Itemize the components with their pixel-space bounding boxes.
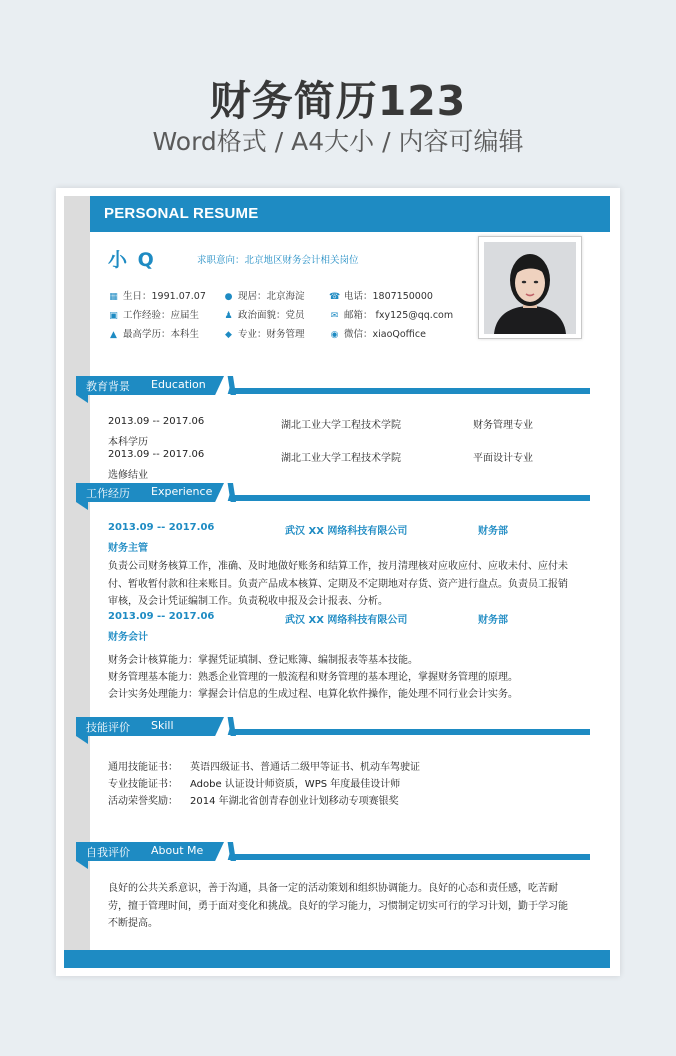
edu-1-degree: 本科学历 xyxy=(108,437,148,448)
info-phone-text: 电话：1807150000 xyxy=(344,291,433,302)
section-title-cn: 工作经历 xyxy=(86,487,130,500)
mortarboard-icon: ◆ xyxy=(225,330,232,340)
about-text: 良好的公共关系意识，善于沟通，具备一定的活动策划和组织协调能力。良好的心态和责任感，吃苦耐劳，擅于管理时间，勇于面对变化和挑战。良好的学习能力，习惯制定切实可行的学习计划，勤于学习能不断提高。 xyxy=(108,883,568,929)
work-2-line-3: 会计实务处理能力：掌握会计信息的生成过程、电算化软件操作，能处理不同行业会计实务。 xyxy=(108,689,518,700)
section-title-en: Education xyxy=(151,378,206,391)
skill-1-value: 英语四级证书、普通话二级甲等证书、机动车驾驶证 xyxy=(190,762,420,773)
section-header-work xyxy=(76,483,590,505)
info-residence-text: 现居：北京海淀 xyxy=(238,291,305,302)
phone-icon: ☎ xyxy=(329,292,341,302)
skill-2-label: 专业技能证书： xyxy=(108,779,178,790)
info-political xyxy=(223,307,305,321)
hero-title: 财务简历123 xyxy=(209,77,467,125)
edu-1-period: 2013.09 -- 2017.06 xyxy=(108,416,205,427)
info-residence xyxy=(223,288,305,302)
info-phone xyxy=(329,288,433,302)
section-rule xyxy=(226,854,590,860)
work-1-description: 负责公司财务核算工作，准确、及时地做好账务和结算工作，按月清理核对应收应付、应收未付、应付未付、暂收暂付款和往来账目。负责产品成本核算、定期及不定期地对存货、资产进行盘点。负责员工报销审核，及会计凭证编制工作。负责税收申报及会计报表、分析。 xyxy=(108,561,568,607)
hero-subtitle: Word格式 / A4大小 / 内容可编辑 xyxy=(152,127,524,156)
section-header-education xyxy=(76,376,590,398)
skill-1-label: 通用技能证书： xyxy=(108,762,178,773)
work-1-title: 财务主管 xyxy=(108,543,148,554)
briefcase-icon: ▣ xyxy=(109,311,118,321)
info-education-text: 最高学历：本科生 xyxy=(123,329,200,340)
edu-2-major: 平面设计专业 xyxy=(473,453,533,464)
graduation-cap-icon: ▲ xyxy=(110,330,117,340)
work-2-company: 武汉 XX 网络科技有限公司 xyxy=(285,615,408,626)
edu-1-major: 财务管理专业 xyxy=(473,420,533,431)
section-title-cn: 教育背景 xyxy=(86,380,130,393)
section-rule xyxy=(226,729,590,735)
section-rule xyxy=(226,495,590,501)
work-2-line-2: 财务管理基本能力：熟悉企业管理的一般流程和财务管理的基本理论，掌握财务管理的原理。 xyxy=(108,672,518,683)
info-education xyxy=(108,326,199,340)
edu-2-period: 2013.09 -- 2017.06 xyxy=(108,449,205,460)
info-experience-text: 工作经验：应届生 xyxy=(123,310,200,321)
edu-2-degree: 选修结业 xyxy=(108,470,148,481)
work-2-dept: 财务部 xyxy=(478,615,508,626)
section-header-skill xyxy=(76,717,590,739)
edu-1-school: 湖北工业大学工程技术学院 xyxy=(281,420,401,431)
work-1-dept: 财务部 xyxy=(478,526,508,537)
candidate-name: 小 Q xyxy=(108,249,156,271)
skill-3-value: 2014 年湖北省创青春创业计划移动专项赛银奖 xyxy=(190,796,399,807)
section-title-cn: 技能评价 xyxy=(86,721,130,734)
person-icon: ♟ xyxy=(224,311,233,321)
resume-footer-band xyxy=(64,950,610,968)
section-rule xyxy=(226,388,590,394)
resume-banner xyxy=(90,196,610,232)
job-intent: 求职意向：北京地区财务会计相关岗位 xyxy=(197,255,359,266)
info-political-text: 政治面貌：党员 xyxy=(238,310,305,321)
section-title-cn: 自我评价 xyxy=(86,846,130,859)
mail-icon: ✉ xyxy=(330,311,339,321)
banner-text: PERSONAL RESUME xyxy=(104,205,259,222)
portrait-image xyxy=(484,242,576,334)
work-1-company: 武汉 XX 网络科技有限公司 xyxy=(285,526,408,537)
info-email-text: 邮箱： fxy125@qq.com xyxy=(344,310,454,321)
profile-photo xyxy=(478,236,582,339)
location-icon: ● xyxy=(224,292,233,302)
section-header-about xyxy=(76,842,590,864)
skill-2-value: Adobe 认证设计师资质，WPS 年度最佳设计师 xyxy=(190,779,401,790)
work-2-line-1: 财务会计核算能力：掌握凭证填制、登记账簿、编制报表等基本技能。 xyxy=(108,655,418,666)
info-birthday-text: 生日：1991.07.07 xyxy=(123,291,206,302)
info-major xyxy=(223,326,305,340)
work-1-period: 2013.09 -- 2017.06 xyxy=(108,522,215,533)
info-major-text: 专业：财务管理 xyxy=(238,329,305,340)
info-experience xyxy=(108,307,199,321)
work-2-period: 2013.09 -- 2017.06 xyxy=(108,611,215,622)
section-title-en: Skill xyxy=(151,719,174,732)
info-wechat xyxy=(329,326,426,340)
edu-2-school: 湖北工业大学工程技术学院 xyxy=(281,453,401,464)
wechat-icon: ◉ xyxy=(330,330,339,340)
skill-3-label: 活动荣誉奖励： xyxy=(108,796,178,807)
info-email xyxy=(329,307,453,321)
info-wechat-text: 微信：xiaoQoffice xyxy=(344,329,426,340)
calendar-icon: ▦ xyxy=(109,292,118,302)
info-birthday xyxy=(108,288,206,302)
section-title-en: Experience xyxy=(151,485,213,498)
work-2-title: 财务会计 xyxy=(108,632,148,643)
section-title-en: About Me xyxy=(151,844,204,857)
